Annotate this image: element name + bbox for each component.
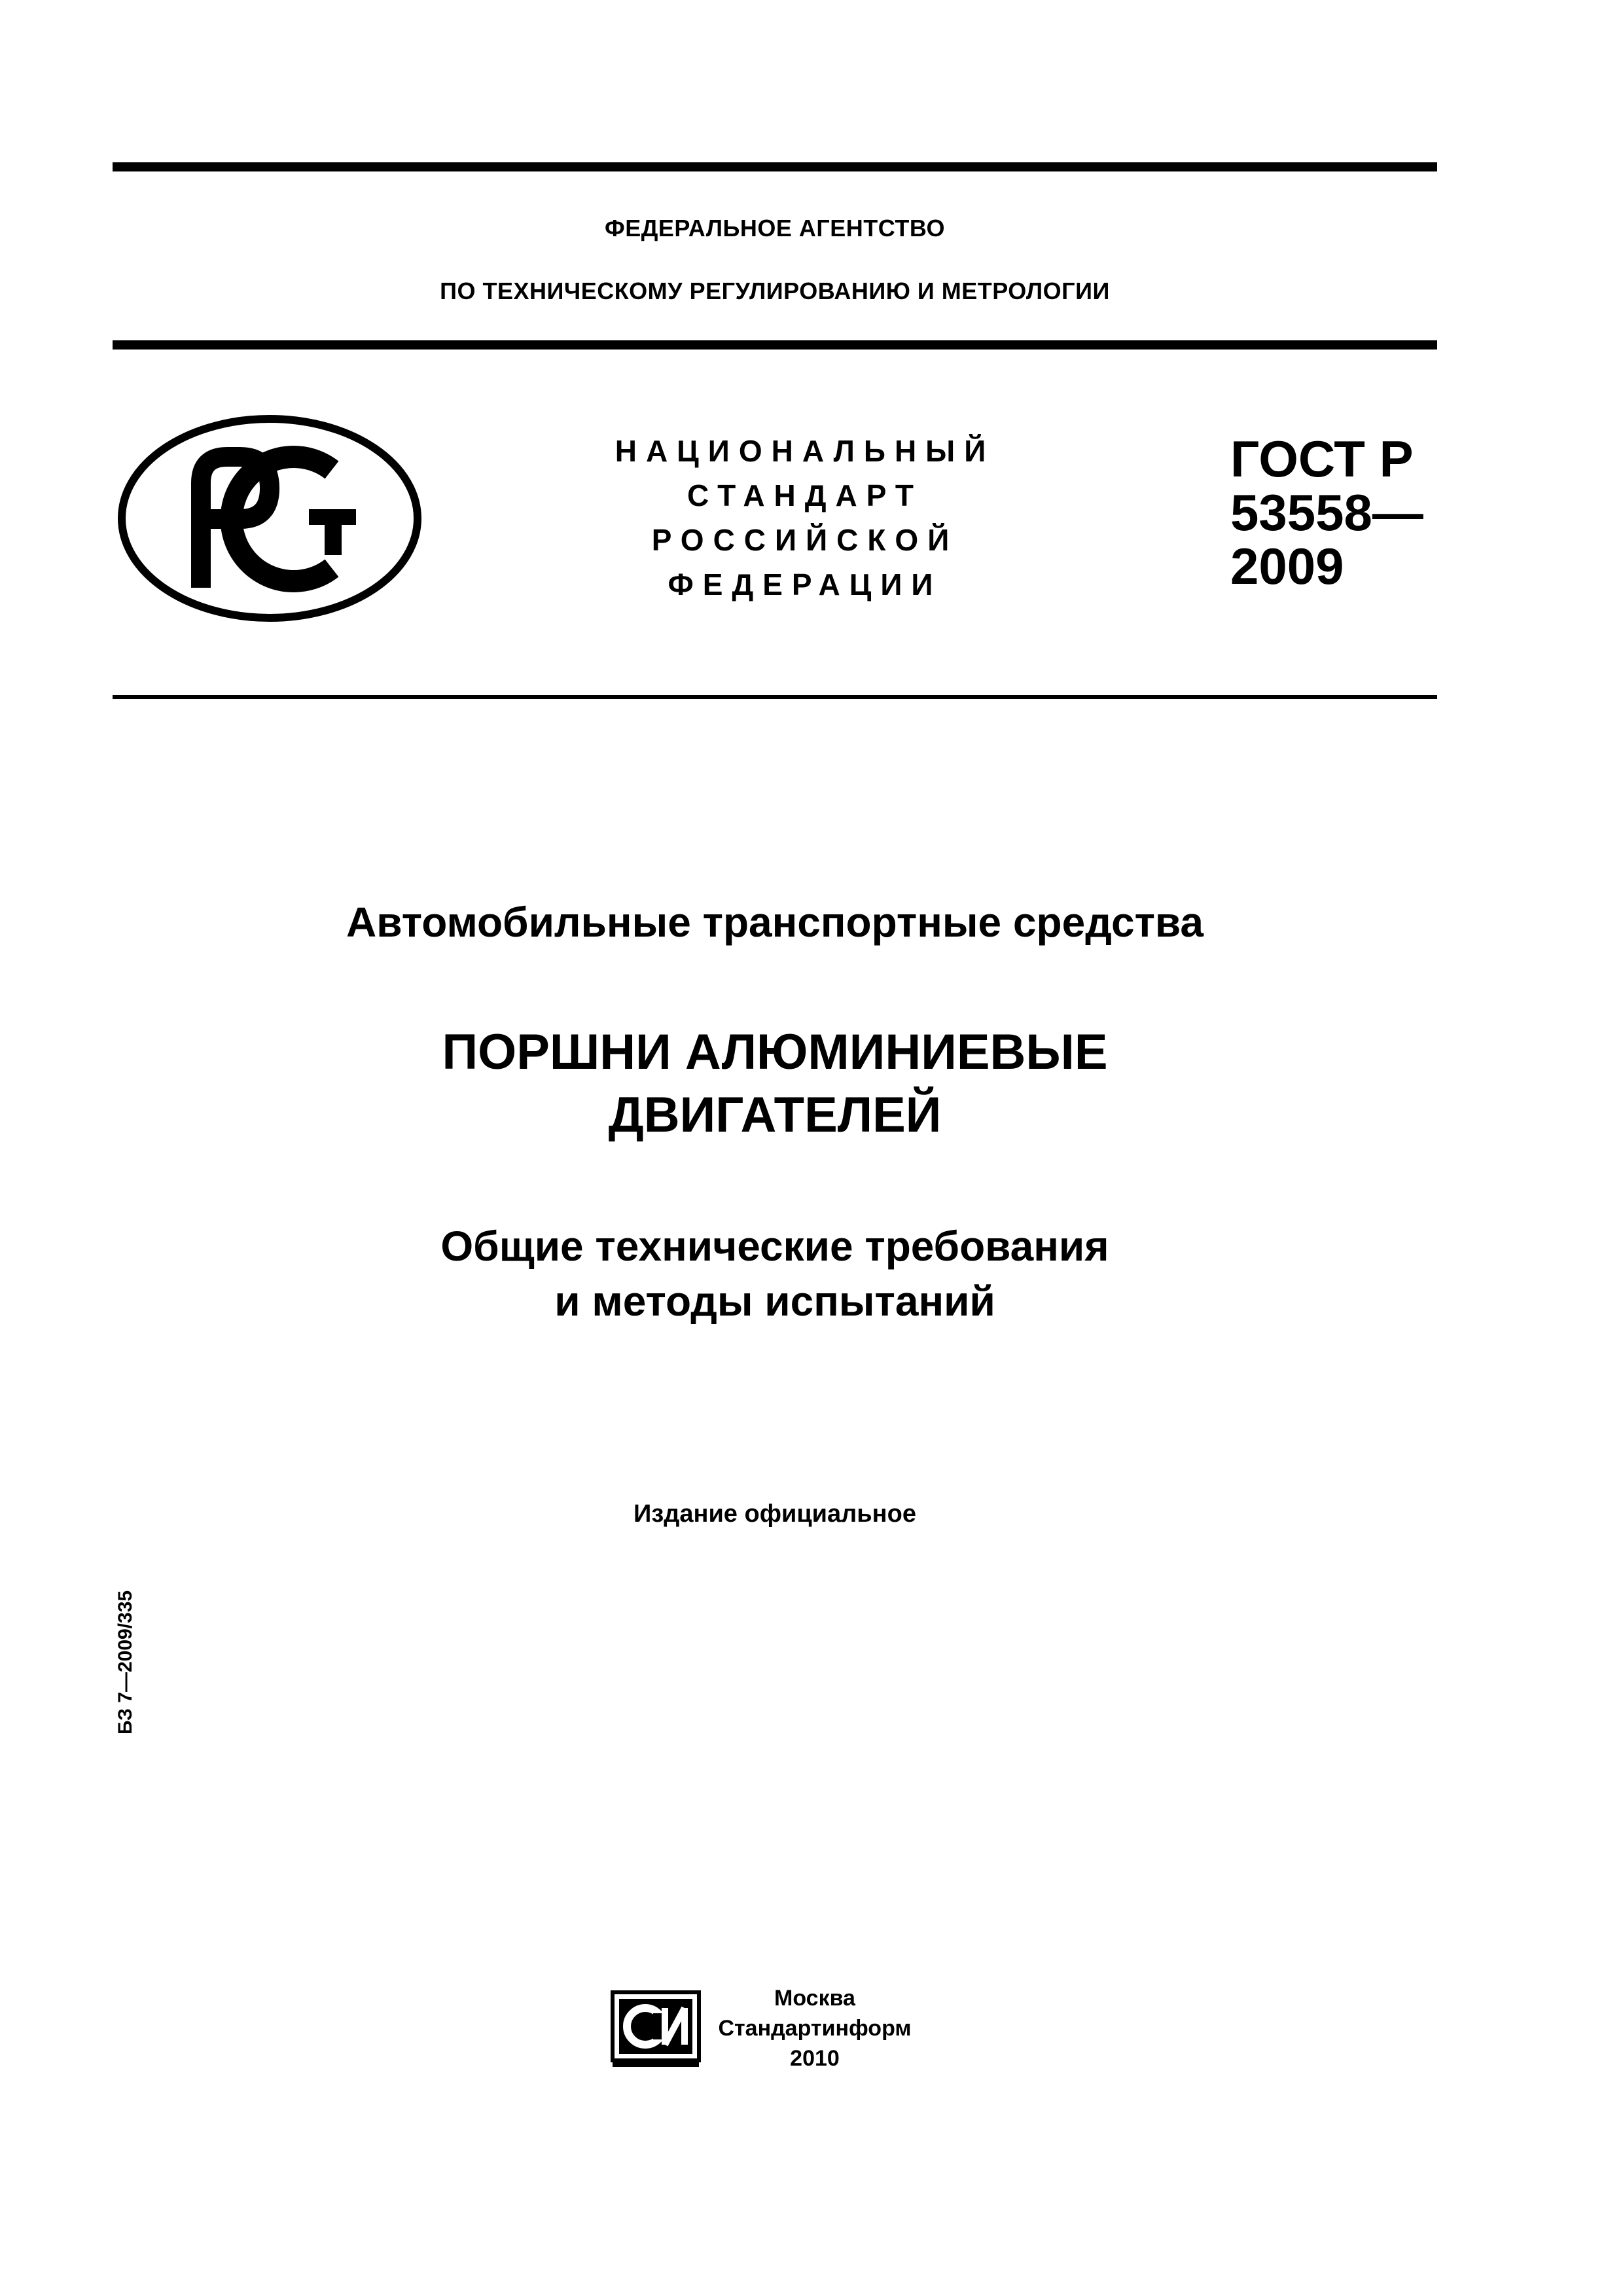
side-registration-code: БЗ 7—2009/335 <box>115 1590 136 1734</box>
national-standard-line4: ФЕДЕРАЦИИ <box>668 567 942 601</box>
publisher-city: Москва <box>774 1986 855 2011</box>
publisher-logo-text: СИ <box>607 1987 609 1988</box>
gost-line3: 2009 <box>1230 537 1344 595</box>
agency-name-line1: ФЕДЕРАЛЬНОЕ АГЕНТСТВО <box>605 215 945 242</box>
publisher-name: Стандартинформ <box>718 2016 912 2041</box>
agency-name-line2: ПО ТЕХНИЧЕСКОМУ РЕГУЛИРОВАНИЮ И МЕТРОЛОГИИ <box>440 278 1110 304</box>
publisher-info <box>707 1983 923 2073</box>
document-description <box>113 1219 1437 1329</box>
gost-line1: ГОСТ Р <box>1230 430 1414 488</box>
national-standard-line1: НАЦИОНАЛЬНЫЙ <box>615 434 995 468</box>
document-main-title <box>113 1021 1437 1147</box>
document-subtitle: Автомобильные транспортные средства <box>346 899 1204 946</box>
title-divider-rule <box>113 695 1437 699</box>
gost-line2: 53558— <box>1230 484 1423 541</box>
national-standard-line3: РОССИЙСКОЙ <box>651 523 959 557</box>
standartinform-logo-icon <box>607 1987 704 2071</box>
national-standard-label <box>576 429 1034 607</box>
rst-logo-text: РСТ <box>113 411 114 412</box>
national-standard-line2: СТАНДАРТ <box>687 478 923 512</box>
main-title-line1: ПОРШНИ АЛЮМИНИЕВЫЕ <box>442 1024 1108 1080</box>
main-title-line2: ДВИГАТЕЛЕЙ <box>608 1087 942 1143</box>
publisher-logo <box>607 1987 704 2071</box>
rst-certification-mark-icon <box>113 411 427 626</box>
gost-designation <box>1230 432 1440 593</box>
rst-logo <box>113 411 427 626</box>
top-rule <box>113 162 1437 171</box>
publisher-year: 2010 <box>790 2046 840 2071</box>
edition-label: Издание официальное <box>633 1500 916 1528</box>
description-line2: и методы испытаний <box>554 1278 995 1325</box>
description-line1: Общие технические требования <box>440 1223 1109 1270</box>
header-divider-rule <box>113 340 1437 350</box>
